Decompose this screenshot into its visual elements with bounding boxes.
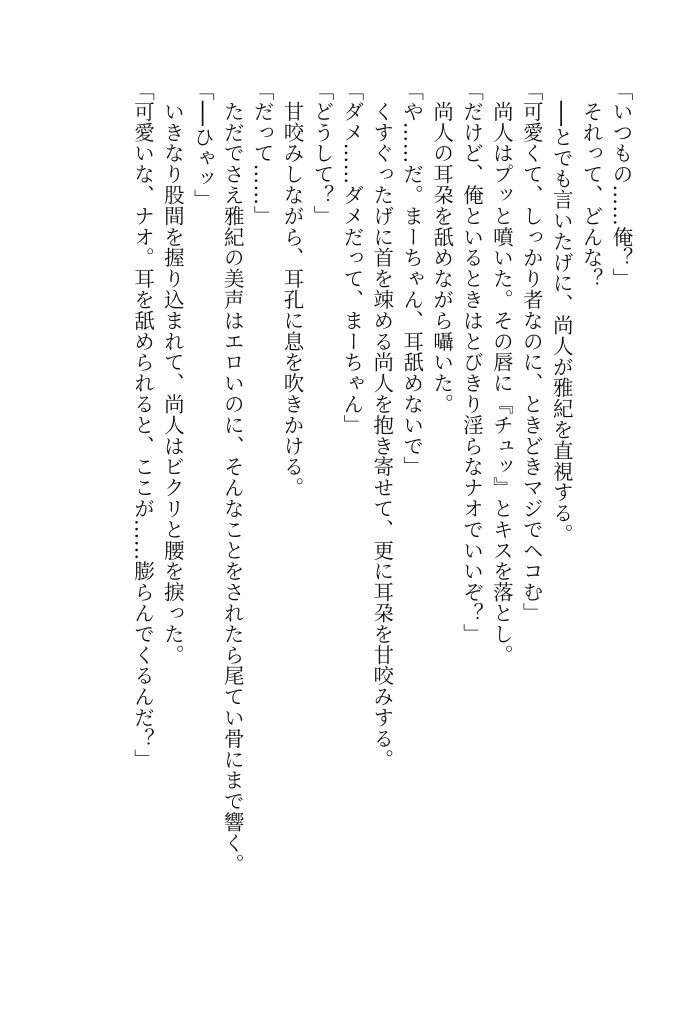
text-line-10: 「ダメ……ダメだって、まーちゃん」 xyxy=(339,80,364,436)
text-line-17: 「可愛いな、ナオ。耳を舐められると、ここが……膨らんでくるんだ？」 xyxy=(130,80,155,770)
text-line-14: ただでさえ雅紀の美声はエロいのに、そんなことをされたら尾てい骨にまで響く。 xyxy=(220,80,245,875)
text-line-15: 「──ひゃッ」 xyxy=(190,80,215,210)
text-line-11: 「どうして？」 xyxy=(309,80,334,227)
text-line-8: 「や……だ。まーちゃん、耳舐めないで」 xyxy=(399,80,424,478)
text-line-4: 「可愛くて、しっかり者なのに、ときどきマジでヘコむ」 xyxy=(519,80,544,624)
text-line-6: 「だけど、俺といるときはとびきり淫らなナオでいいぞ？」 xyxy=(459,80,484,645)
text-line-2: それって、どんな？ xyxy=(579,80,604,289)
text-line-3: ──とでも言いたげに、尚人が雅紀を直視する。 xyxy=(549,80,574,545)
text-line-16: いきなり股間を握り込まれて、尚人はビクリと腰を捩った。 xyxy=(160,80,185,666)
text-line-9: くすぐったげに首を竦める尚人を抱き寄せて、更に耳朶を甘咬みする。 xyxy=(369,80,394,770)
text-line-5: 尚人はプッと噴いた。その唇に『チュッ』とキスを落とし。 xyxy=(489,80,514,666)
vertical-text-body xyxy=(127,80,635,980)
text-line-12: 甘咬みしながら、耳孔に息を吹きかける。 xyxy=(280,80,305,498)
text-line-7: 尚人の耳朶を舐めながら囁いた。 xyxy=(429,80,454,415)
text-line-13: 「だって……」 xyxy=(250,80,275,227)
text-line-1: 「いつもの……俺？」 xyxy=(609,80,633,289)
